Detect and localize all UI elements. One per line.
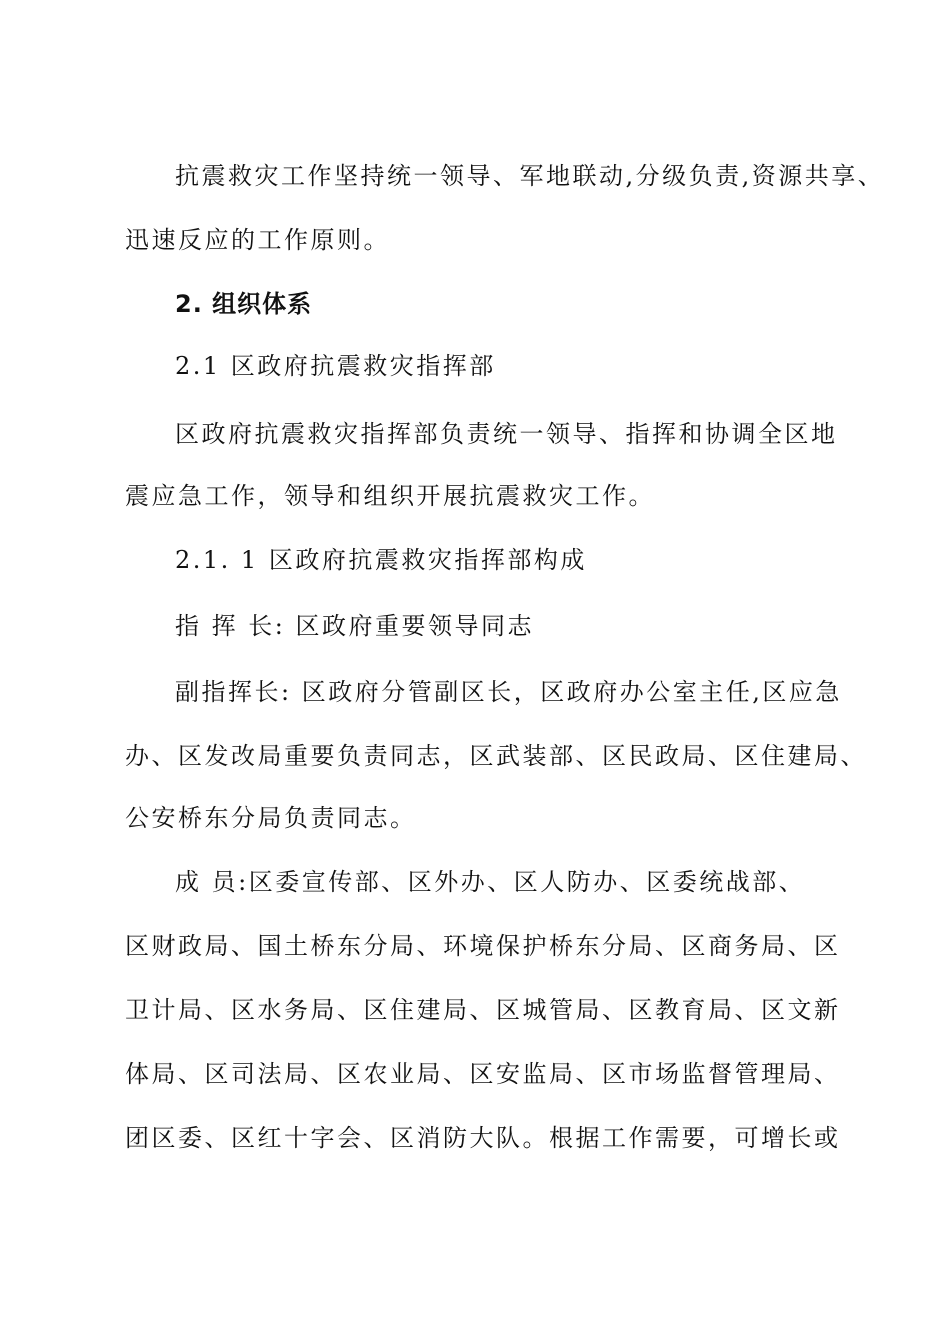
- paragraph-command-line-1: 区政府抗震救灾指挥部负责统一领导、指挥和协调全区地: [175, 420, 838, 448]
- subsection-heading-command: 2.1 区政府抗震救灾指挥部: [175, 352, 496, 380]
- subsection-heading-composition: 2.1. 1 区政府抗震救灾指挥部构成: [175, 546, 587, 574]
- members-line-1: 成 员:区委宣传部、区外办、区人防办、区委统战部、: [175, 868, 806, 896]
- members-line-3: 卫计局、区水务局、区住建局、区城管局、区教育局、区文新: [125, 996, 841, 1024]
- members-line-5: 团区委、区红十字会、区消防大队。根据工作需要，可增长或: [125, 1124, 841, 1152]
- commander-line: 指 挥 长: 区政府重要领导同志: [175, 612, 534, 640]
- section-heading-organization: 2. 组织体系: [175, 290, 313, 318]
- deputy-commander-line-3: 公安桥东分局负责同志。: [125, 804, 417, 832]
- deputy-commander-line-2: 办、区发改局重要负责同志，区武装部、区民政局、区住建局、: [125, 742, 867, 770]
- members-line-2: 区财政局、国土桥东分局、环境保护桥东分局、区商务局、区: [125, 932, 841, 960]
- paragraph-principle-line-1: 抗震救灾工作坚持统一领导、军地联动,分级负责,资源共享、: [175, 162, 885, 190]
- members-line-4: 体局、区司法局、区农业局、区安监局、区市场监督管理局、: [125, 1060, 841, 1088]
- paragraph-principle-line-2: 迅速反应的工作原则。: [125, 226, 390, 254]
- paragraph-command-line-2: 震应急工作，领导和组织开展抗震救灾工作。: [125, 482, 655, 510]
- deputy-commander-line-1: 副指挥长: 区政府分管副区长，区政府办公室主任,区应急: [175, 678, 842, 706]
